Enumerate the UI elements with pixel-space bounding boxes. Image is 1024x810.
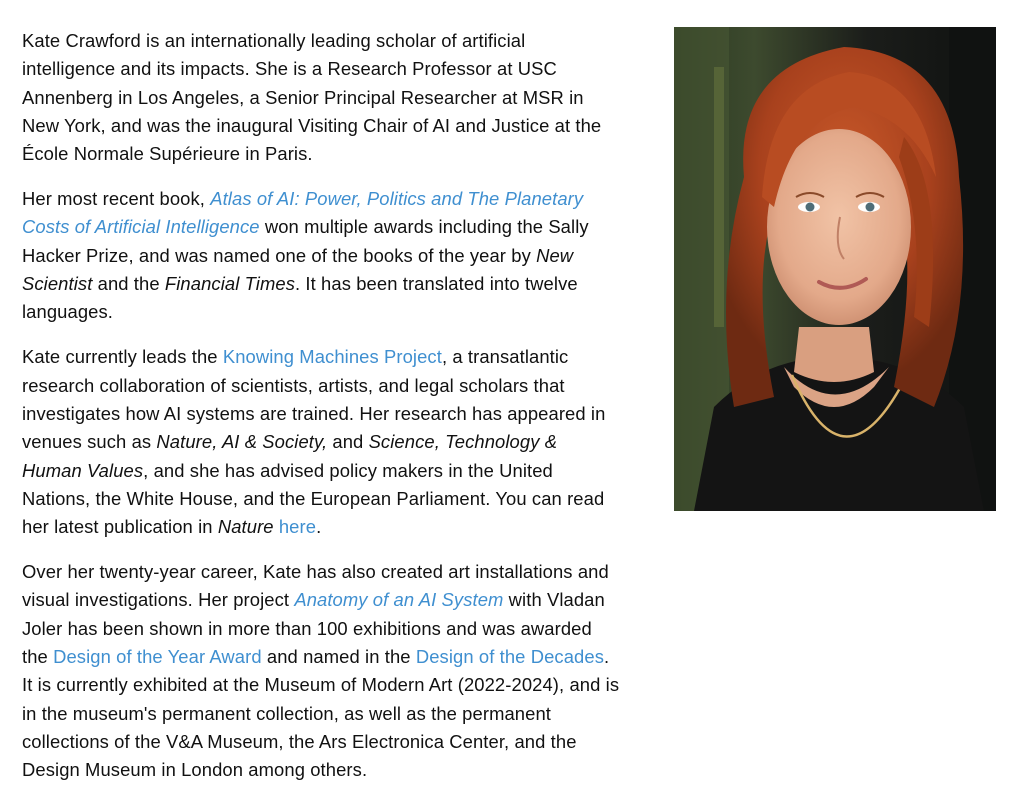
research-text-3: and	[327, 431, 369, 453]
bio-paragraph-book	[22, 185, 622, 326]
bio-paragraph-art	[22, 558, 622, 784]
research-text-2: , a transatlantic research collaboration of scientists, artists, and legal scholars that investigates how AI systems are trained. Her research has appeared in venues such as	[22, 346, 606, 453]
design-of-the-year-link[interactable]: Design of the Year Award	[53, 646, 262, 667]
research-text-4: , and she has advised policy makers in the United Nations, the White House, and the European Parliament. You can read her latest publication in	[22, 459, 605, 538]
portrait-photo	[674, 27, 996, 511]
venues-text-1: Nature, AI & Society,	[156, 431, 328, 453]
book-text-1: Her most recent book,	[22, 188, 211, 210]
design-of-the-decades-link[interactable]: Design of the Decades	[415, 646, 604, 667]
art-text-2: with Vladan Joler has been shown in more than 100 exhibitions and was awarded the	[22, 589, 605, 667]
venues-text-2: Science, Technology & Human Values	[22, 431, 558, 481]
bio-paragraph-intro	[22, 27, 622, 168]
nature-text: Nature	[217, 516, 274, 538]
art-text-1: Over her twenty-year career, Kate has also created art installations and visual investigations. Her project	[22, 561, 609, 611]
book-text-4: . It has been translated into twelve languages.	[22, 273, 578, 323]
knowing-machines-link[interactable]: Knowing Machines Project	[222, 346, 442, 368]
book-text-2: won multiple awards including the Sally Hacker Prize, and was named one of the books of the year by	[22, 216, 589, 266]
research-text-1: Kate currently leads the	[22, 346, 223, 368]
new-scientist-text: New Scientist	[22, 244, 574, 295]
art-text-4: . It is currently exhibited at the Museum of Modern Art (2022-2024), and is in the museum's permanent collection, as well as the permanent collections of the V&A Museum, the Ars Electronica Center, and the Design Museum in London among others.	[22, 646, 620, 781]
art-text-3: and named in the	[261, 646, 416, 667]
research-text-6: .	[316, 516, 322, 538]
anatomy-of-ai-link[interactable]: Anatomy of an AI System	[294, 589, 504, 611]
atlas-of-ai-link[interactable]: Atlas of AI: Power, Politics and The Planetary Costs of Artificial Intelligence	[22, 188, 584, 238]
bio-paragraph-research	[22, 343, 622, 541]
intro-text: Kate Crawford is an internationally leading scholar of artificial intelligence and its impacts. She is a Research Professor at USC Annenberg in Los Angeles, a Senior Principal Researcher at MSR in New York, and was the inaugural Visiting Chair of AI and Justice at the École Normale Supérieure in Paris.	[22, 30, 602, 165]
financial-times-text: Financial Times	[164, 273, 295, 295]
book-text-3: and the	[92, 273, 165, 295]
bio-text	[22, 27, 622, 801]
publication-here-link[interactable]: here	[278, 516, 317, 538]
